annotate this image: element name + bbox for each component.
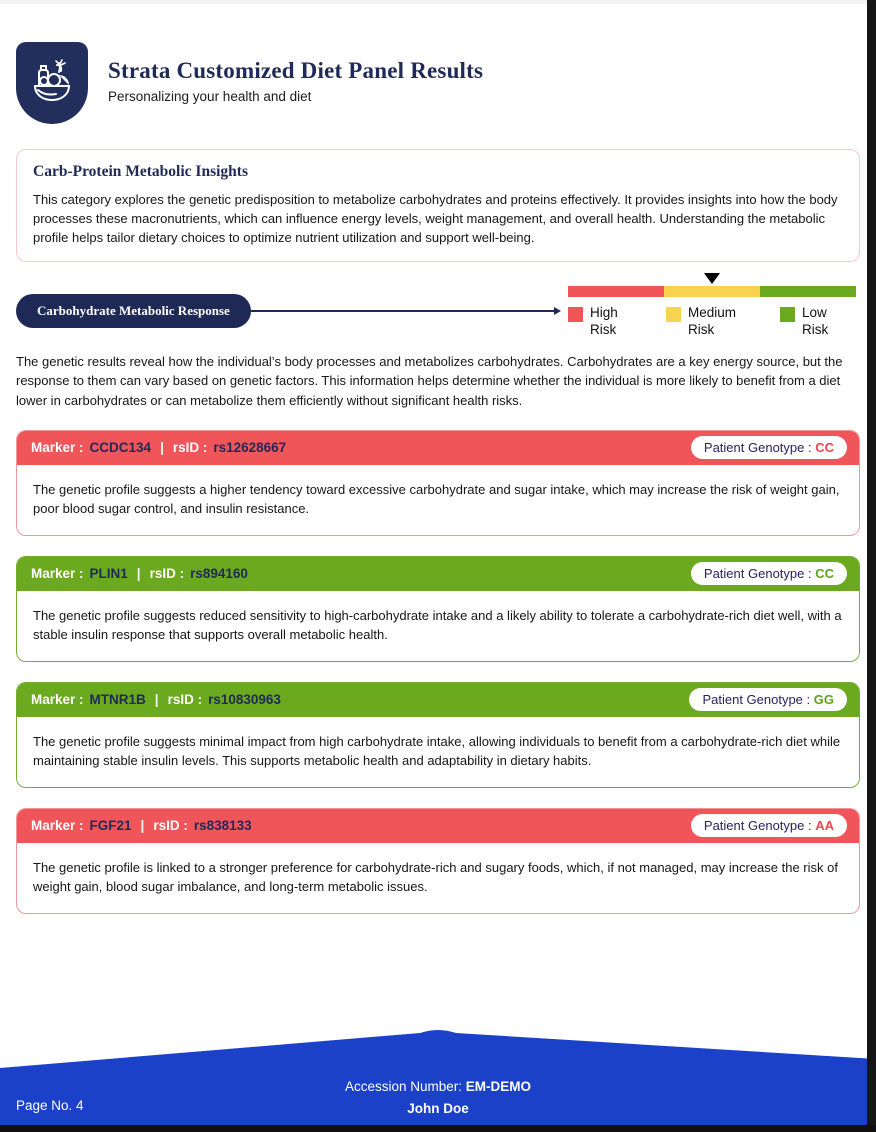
marker-description: The genetic profile suggests reduced sensitivity to high-carbohydrate intake and a likely ability to tolerate a carbohydrate-rich diet well, with a stable insulin response that supports overall metabolic health. (17, 591, 859, 661)
page-title: Strata Customized Diet Panel Results (108, 58, 484, 83)
segment-high-risk (568, 286, 664, 297)
marker-label: Marker : (31, 692, 84, 708)
marker-gene: CCDC134 (89, 440, 152, 456)
risk-pointer-icon (704, 273, 720, 284)
legend-swatch-low (780, 307, 795, 322)
footer (0, 1028, 876, 1125)
insights-title: Carb-Protein Metabolic Insights (33, 163, 248, 180)
genotype-value: CC (815, 440, 834, 456)
genotype-label: Patient Genotype : (703, 440, 812, 456)
marker-gene: PLIN1 (89, 566, 128, 582)
marker-label: Marker : (31, 818, 84, 834)
marker-description: The genetic profile suggests a higher tendency toward excessive carbohydrate and sugar intake, which may increase the risk of weight gain, poor blood sugar control, and insulin resistance. (17, 465, 859, 535)
patient-name: John Doe (407, 1100, 469, 1116)
genotype-value: AA (815, 818, 834, 834)
genotype-pill (691, 436, 847, 459)
genotype-value: CC (815, 566, 834, 582)
genotype-label: Patient Genotype : (702, 692, 811, 708)
segment-medium-risk (664, 286, 760, 297)
separator: | (154, 692, 159, 708)
rsid-value: rs894160 (190, 566, 248, 582)
rsid-label: rsID : (149, 566, 185, 582)
rsid-value: rs838133 (193, 818, 252, 834)
marker-label: Marker : (31, 566, 84, 582)
genotype-label: Patient Genotype : (703, 818, 812, 834)
marker-label: Marker : (31, 440, 84, 456)
marker-gene: MTNR1B (89, 692, 146, 708)
genotype-value: GG (813, 692, 834, 708)
page-right-edge (867, 0, 876, 1132)
segment-low-risk (760, 286, 856, 297)
marker-header (17, 809, 859, 843)
rsid-value: rs12628667 (213, 440, 287, 456)
legend-item-low (780, 305, 828, 339)
marker-header (17, 557, 859, 591)
accession-number: Accession Number: EM-DEMO (344, 1079, 532, 1094)
footer-center (0, 1076, 876, 1119)
food-bowl-icon (29, 56, 75, 111)
separator: | (136, 566, 141, 582)
legend-swatch-medium (666, 307, 681, 322)
insights-body: This category explores the genetic predisposition to metabolize carbohydrates and proteins effectively. It provides insights into how the body processes these macronutrients, which can influence energy levels, weight management, and overall health. Understanding the metabolic profile helps tailor dietary choices to optimize nutrient utilization and support well-being. (33, 192, 838, 246)
legend-label-medium: Medium Risk (688, 305, 737, 338)
genotype-pill (691, 814, 847, 837)
legend-item-high (568, 305, 618, 339)
genotype-pill (691, 562, 847, 585)
risk-scale-row (16, 274, 860, 346)
rsid-label: rsID : (153, 818, 188, 834)
legend-label-low: Low Risk (802, 305, 829, 338)
connector-arrow (241, 310, 559, 312)
marker-header (17, 431, 859, 465)
marker-card (16, 682, 860, 788)
header (0, 0, 876, 124)
category-pill: Carbohydrate Metabolic Response (16, 294, 251, 328)
marker-card (16, 556, 860, 662)
page-bottom-edge (0, 1125, 876, 1132)
rsid-value: rs10830963 (208, 692, 281, 708)
risk-scale-bar (568, 286, 856, 297)
genotype-label: Patient Genotype : (703, 566, 812, 582)
title-block (108, 42, 483, 104)
page-subtitle: Personalizing your health and diet (108, 89, 312, 104)
marker-card (16, 430, 860, 536)
marker-header (17, 683, 859, 717)
marker-description: The genetic profile is linked to a stronger preference for carbohydrate-rich and sugary foods, which, if not managed, may increase the risk of weight gain, blood sugar imbalance, and long-term metabolic issues. (17, 843, 859, 913)
legend-label-high: High Risk (590, 305, 618, 338)
brand-logo (16, 42, 88, 124)
genotype-pill (689, 688, 847, 711)
intro-text: The genetic results reveal how the individual’s body processes and metabolizes carbohydrates. Carbohydrates are a key energy source, but the response to them can vary based on genetic factors. This information helps determine whether the individual is more likely to benefit from a diet lower in carbohydrates or can metabolize them efficiently without significant health risks. (16, 354, 843, 408)
marker-card (16, 808, 860, 914)
separator: | (140, 818, 145, 834)
page-number: Page No. 4 (16, 1098, 84, 1113)
marker-gene: FGF21 (89, 818, 132, 834)
marker-description: The genetic profile suggests minimal impact from high carbohydrate intake, allowing individuals to benefit from a carbohydrate-rich diet while maintaining stable insulin levels. This supports metabolic health and adaptability in dietary habits. (17, 717, 859, 787)
legend-swatch-high (568, 307, 583, 322)
rsid-label: rsID : (167, 692, 203, 708)
separator: | (160, 440, 164, 456)
rsid-label: rsID : (172, 440, 208, 456)
insights-card (16, 149, 860, 262)
legend-item-medium (666, 305, 736, 339)
page-top-edge (0, 0, 876, 4)
